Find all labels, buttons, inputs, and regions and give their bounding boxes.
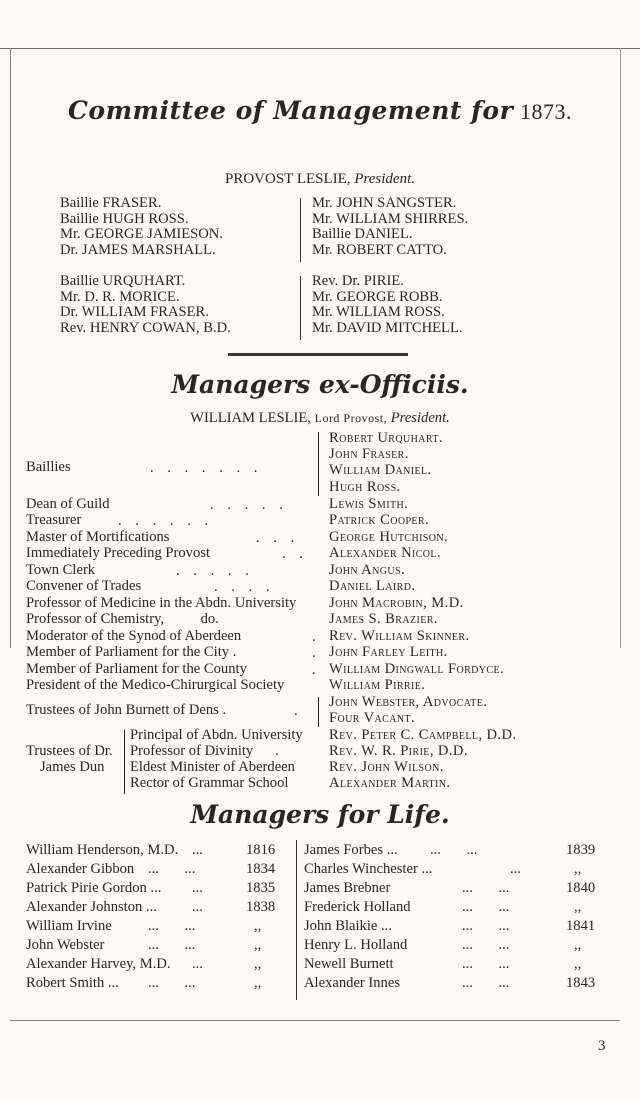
committee-member: Mr. DAVID MITCHELL. <box>312 319 463 336</box>
office-holder: Lewis Smith. <box>329 496 409 512</box>
baillie-name: John Fraser. <box>329 446 409 462</box>
provost-line <box>0 171 640 188</box>
office-holder: William Pirrie. <box>329 677 426 693</box>
dot-leader: ... ... <box>462 918 510 934</box>
committee-member: Mr. GEORGE ROBB. <box>312 288 443 305</box>
office-holder: Daniel Laird. <box>329 578 416 594</box>
dot-leader: ... ... <box>462 937 510 953</box>
column-divider <box>296 840 297 1000</box>
life-manager: Henry L. Holland <box>304 937 408 953</box>
brace <box>318 697 323 727</box>
dun-trustees-label: James Dun <box>40 759 105 775</box>
page-border-bottom <box>10 1020 620 1021</box>
committee-member: Baillie FRASER. <box>60 195 162 211</box>
office-label: President of the Medico-Chirurgical Society <box>26 677 285 693</box>
dot-leader: ... ... <box>148 861 196 877</box>
dun-trustee: Rev. Peter C. Campbell, D.D. <box>329 727 517 743</box>
life-year: 1835 <box>246 880 276 896</box>
life-manager: Alexander Harvey, M.D. <box>26 956 171 972</box>
title-blackletter: Committee of Management for <box>68 96 514 125</box>
dot-leader: ... ... <box>462 899 510 915</box>
office-holder: Patrick Cooper. <box>329 512 430 528</box>
life-year: ,, <box>254 956 262 972</box>
for-life-heading: Managers for Life. <box>190 800 450 829</box>
office-label: Dean of Guild <box>26 496 110 512</box>
brace <box>318 432 323 496</box>
lord-provost-role: President. <box>390 410 450 426</box>
column-divider <box>300 276 301 340</box>
life-year: ,, <box>574 937 582 953</box>
dot-leader: ... ... <box>462 956 510 972</box>
committee-member: Mr. D. R. MORICE. <box>60 288 180 305</box>
life-manager: Newell Burnett <box>304 956 394 972</box>
life-manager: Frederick Holland <box>304 899 411 915</box>
life-year: 1843 <box>566 975 596 991</box>
office-holder: Alexander Nicol. <box>329 545 441 561</box>
committee-member: Rev. Dr. PIRIE. <box>312 273 404 289</box>
life-manager: William Henderson, M.D. <box>26 842 179 858</box>
life-year: ,, <box>574 861 582 877</box>
life-year: 1816 <box>246 842 276 858</box>
life-year: ,, <box>254 937 262 953</box>
dun-trustees-label: Trustees of Dr. <box>26 743 113 759</box>
lord-provost-line <box>0 410 640 427</box>
dot-leader: . <box>294 703 303 719</box>
dot-leader: . . . <box>256 530 300 546</box>
lord-provost-title: Lord Provost, <box>314 411 388 425</box>
section-rule <box>228 353 408 356</box>
committee-member: Mr. JOHN SANGSTER. <box>312 195 457 211</box>
provost-role: President. <box>354 171 415 187</box>
office-label: Treasurer <box>26 512 82 528</box>
life-manager: James Brebner <box>304 880 391 896</box>
dot-leader: ... ... <box>148 975 196 991</box>
life-manager: James Forbes ... <box>304 842 398 858</box>
life-year: 1841 <box>566 918 596 934</box>
committee-left-group-1 <box>60 196 223 258</box>
page-title <box>0 96 640 126</box>
committee-member: Mr. ROBERT CATTO. <box>312 241 447 258</box>
brace <box>124 730 129 794</box>
life-year: ,, <box>574 899 582 915</box>
life-year: 1839 <box>566 842 596 858</box>
office-holder: John Angus. <box>329 562 406 578</box>
dot-leader: . . . . . . . <box>150 460 263 476</box>
baillie-name: Robert Urquhart. <box>329 430 443 446</box>
dot-leader: ... <box>192 899 203 915</box>
life-manager: Alexander Gibbon <box>26 861 135 877</box>
baillie-name: Hugh Ross. <box>329 479 401 495</box>
office-label: Professor of Medicine in the Abdn. University <box>26 595 297 611</box>
burnett-trustees-label: Trustees of John Burnett of Dens . <box>26 702 227 718</box>
office-label: Master of Mortifications <box>26 529 170 545</box>
life-manager: John Blaikie ... <box>304 918 392 934</box>
life-year: 1838 <box>246 899 276 915</box>
provost-name: PROVOST LESLIE, <box>224 171 351 187</box>
dun-office: Rector of Grammar School <box>130 775 289 791</box>
dot-leader: ... <box>510 861 521 877</box>
dun-office: Principal of Abdn. University <box>130 727 303 743</box>
dot-leader: ... ... <box>148 937 196 953</box>
office-label: Convener of Trades <box>26 578 142 594</box>
committee-member: Mr. WILLIAM ROSS. <box>312 304 445 321</box>
dot-leader: . . . . . <box>176 563 254 579</box>
office-label: Moderator of the Synod of Aberdeen <box>26 628 242 644</box>
committee-right-group-1 <box>312 196 468 258</box>
dot-leader: . . . . <box>214 579 275 595</box>
dot-leader: ... ... <box>462 975 510 991</box>
burnett-trustee: John Webster, Advocate. <box>329 694 488 710</box>
office-holder: Rev. William Skinner. <box>329 628 470 644</box>
title-year: 1873. <box>520 99 572 124</box>
dot-leader: ... <box>192 956 203 972</box>
life-manager: William Irvine <box>26 918 112 934</box>
page-border-right <box>620 48 621 648</box>
committee-member: Baillie URQUHART. <box>60 273 186 289</box>
life-manager: John Webster <box>26 937 105 953</box>
page-border-top <box>0 48 640 49</box>
baillies-label: Baillies <box>26 459 71 475</box>
committee-member: Baillie HUGH ROSS. <box>60 210 189 227</box>
office-label: Professor of Chemistry, do. <box>26 611 219 627</box>
life-year: 1840 <box>566 880 596 896</box>
office-label: Immediately Preceding Provost <box>26 545 211 561</box>
dot-leader: . . . . . . <box>118 513 214 529</box>
ex-officiis-heading: Managers ex-Officiis. <box>171 370 469 399</box>
office-holder: James S. Brazier. <box>329 611 438 627</box>
dun-trustee: Rev. John Wilson. <box>329 759 444 775</box>
life-year: ,, <box>574 956 582 972</box>
life-year: ,, <box>254 918 262 934</box>
office-label: Town Clerk <box>26 562 96 578</box>
page-border-left <box>10 48 11 648</box>
committee-member: Mr. WILLIAM SHIRRES. <box>312 210 469 227</box>
dun-office: Eldest Minister of Aberdeen <box>130 759 295 775</box>
dun-trustee: Alexander Martin. <box>329 775 451 791</box>
office-holder: George Hutchison. <box>329 529 449 545</box>
dot-leader: . <box>312 645 321 661</box>
life-manager: Alexander Johnston ... <box>26 899 157 915</box>
life-manager: Robert Smith ... <box>26 975 119 991</box>
burnett-trustee: Four Vacant. <box>329 710 416 726</box>
life-year: ,, <box>254 975 262 991</box>
office-holder: John Farley Leith. <box>329 644 448 660</box>
office-holder: John Macrobin, M.D. <box>329 595 464 611</box>
committee-right-group-2 <box>312 274 463 336</box>
dot-leader: . . . . . <box>210 497 288 513</box>
committee-left-group-2 <box>60 274 231 336</box>
lord-provost-name: WILLIAM LESLIE, <box>190 410 311 426</box>
baillie-name: William Daniel. <box>329 462 432 478</box>
column-divider <box>300 198 301 262</box>
committee-member: Rev. HENRY COWAN, B.D. <box>60 319 231 336</box>
life-manager: Patrick Pirie Gordon ... <box>26 880 162 896</box>
dot-leader: ... ... <box>462 880 510 896</box>
life-manager: Alexander Innes <box>304 975 401 991</box>
committee-member: Dr. JAMES MARSHALL. <box>60 241 216 258</box>
dot-leader: . . <box>282 546 308 562</box>
dot-leader: ... ... <box>148 918 196 934</box>
dot-leader: ... ... <box>430 842 478 858</box>
committee-member: Dr. WILLIAM FRASER. <box>60 304 209 321</box>
office-label: Member of Parliament for the City . <box>26 644 237 660</box>
page-number: 3 <box>598 1038 606 1054</box>
dot-leader: . <box>312 629 321 645</box>
dot-leader: ... <box>192 842 203 858</box>
office-label: Member of Parliament for the County <box>26 661 247 677</box>
committee-member: Mr. GEORGE JAMIESON. <box>60 226 223 243</box>
office-holder: William Dingwall Fordyce. <box>329 661 505 677</box>
dot-leader: . <box>312 662 321 678</box>
committee-member: Baillie DANIEL. <box>312 226 413 243</box>
dun-trustee: Rev. W. R. Pirie, D.D. <box>329 743 468 759</box>
life-manager: Charles Winchester ... <box>304 861 433 877</box>
dun-office: Professor of Divinity . <box>130 743 279 759</box>
life-year: 1834 <box>246 861 276 877</box>
dot-leader: ... <box>192 880 203 896</box>
